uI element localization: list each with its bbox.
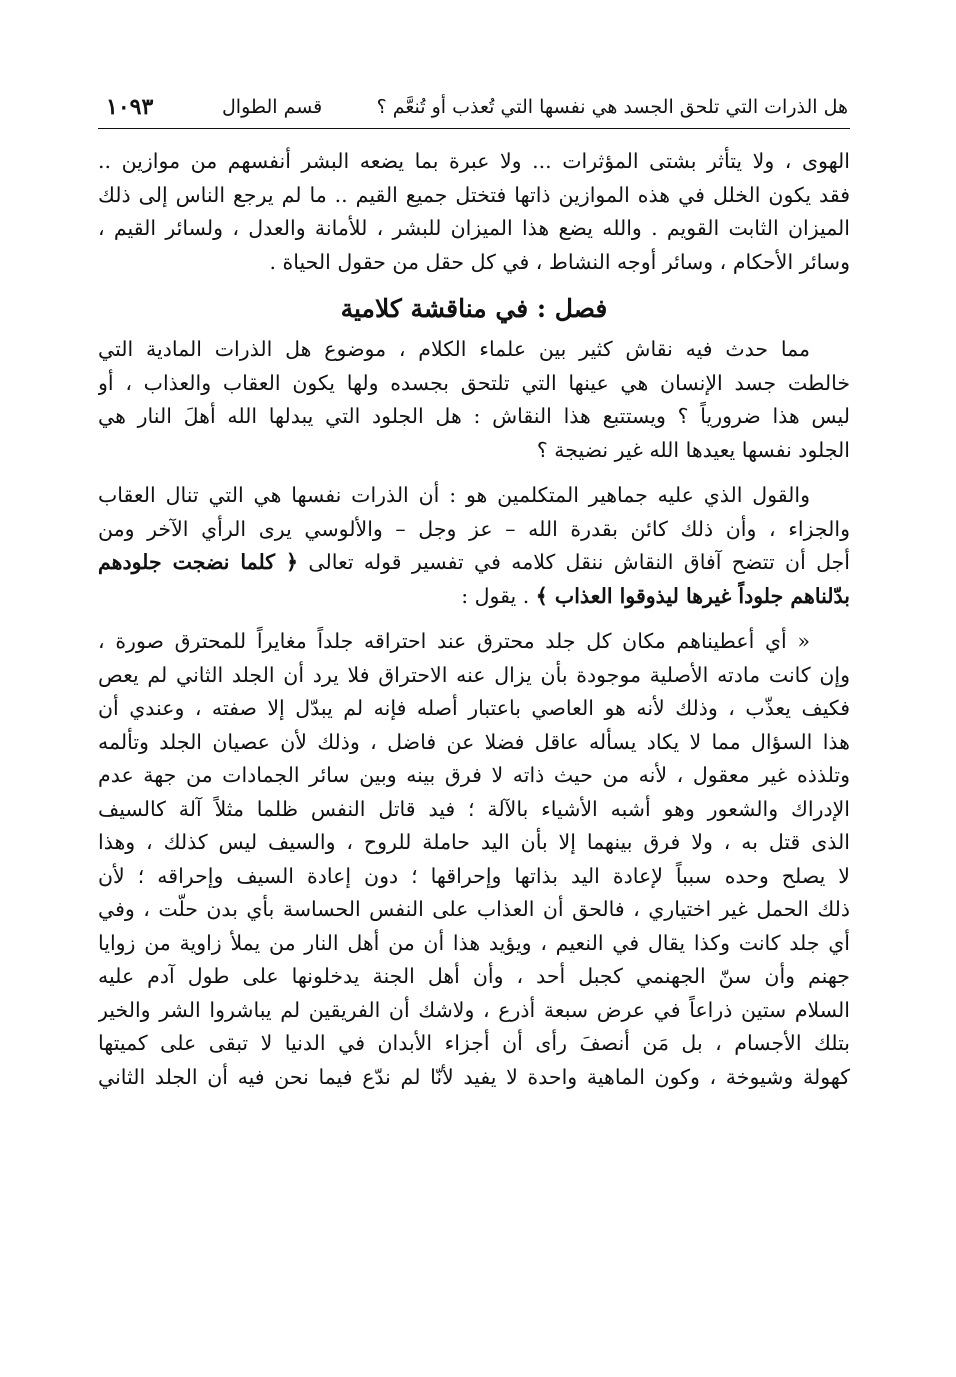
text-line: والقول الذي عليه جماهير المتكلمين هو : أن الذرات نفسها هي التي تنال العقاب (98, 483, 810, 507)
running-header (98, 88, 850, 129)
text-line: وسائر الأحكام ، وسائر أوجه النشاط ، في كل حقل من حقول الحياة . (269, 249, 850, 274)
text-line (98, 580, 850, 614)
text-line: بتلك الأجسام ، بل مَن أنصفَ رأى أن أجزاء الأبدان في الدنيا لا تبقى على كميتها (98, 1031, 850, 1055)
text-line: « أي أعطيناهم مكان كل جلد محترق عند احتراقه جلداً مغايراً للمحترق صورة ، (98, 629, 810, 653)
header-title: هل الذرات التي تلحق الجسد هي نفسها التي تُعذب أو تُنعَّم ؟ (376, 96, 848, 118)
text-line: ذلك الحمل غير اختياري ، فالحق أن العذاب على النفس الحساسة بأي بدن حلّت ، وفي (98, 897, 850, 921)
text-line: الذى قتل به ، ولا فرق بينهما إلا بأن اليد حاملة للروح ، والسيف ليس كذلك ، وهذا (98, 830, 850, 854)
paragraph-2 (98, 333, 850, 467)
paragraph-3 (98, 479, 850, 613)
paragraph-1 (98, 145, 850, 279)
text-line: فكيف يعذّب ، وذلك لأنه هو العاصي باعتبار أصله فإنه لم يبدّل إلا صفته ، وعندي أن (98, 696, 850, 720)
header-section: قسم الطوال (222, 96, 323, 118)
text-line (98, 546, 850, 580)
text-line: لا يصلح وحده سبباً لإعادة اليد بذاتها وإحراقها ؛ دون إعادة السيف وإحراقه ؛ لأن (98, 863, 850, 888)
text-line: الهوى ، ولا يتأثر بشتى المؤثرات ... ولا عبرة بما يضعه البشر أنفسهم من موازين .. (98, 149, 850, 173)
text-line: والجزاء ، وأن ذلك كائن بقدرة الله – عز وجل – والألوسي يرى الرأي الآخر ومن (98, 516, 850, 541)
line-text: أجل أن تتضح آفاق النقاش ننقل كلامه في تفسير قوله تعالى (308, 550, 850, 574)
text-line: وتلذذه غير معقول ، لأنه من حيث ذاته لا فرق بينه وبين سائر الجمادات من جهة عدم (98, 763, 850, 787)
text-line: هذا السؤال مما لا يكاد يسأله عاقل فضلا عن فاضل ، وذلك لأن عصيان الجلد وتألمه (98, 729, 850, 754)
text-line: كهولة وشيوخة ، وكون الماهية واحدة لا يفيد لأنّا لم ندّع فيما نحن فيه أن الجلد الثاني (98, 1064, 850, 1089)
section-heading: فصل : في مناقشة كلامية (340, 294, 608, 323)
page-number: ١٠٩٣ (106, 94, 154, 120)
paragraph-4-quote (98, 625, 850, 1094)
text-line: وإن كانت مادته الأصلية موجودة بأن يزال عنه الاحتراق فلا يرد أن الجلد الثاني لم يعص (98, 662, 850, 687)
text-line: أي جلد كانت وكذا يقال في النعيم ، ويؤيد هذا أن من أهل النار من يملأ زاوية من زوايا (98, 930, 850, 955)
text-line: مما حدث فيه نقاش كثير بين علماء الكلام ، موضوع هل الذرات المادية التي (98, 337, 810, 361)
text-line: الإدراك والشعور وهو أشبه الأشياء بالآلة ؛ فيد قاتل النفس ظلما مثلاً آلة كالسيف (98, 796, 850, 821)
book-page (98, 88, 850, 1094)
quran-verse: بدّلناهم جلوداً غيرها ليذوقوا العذاب ﴾ (535, 583, 850, 608)
text-line: الجلود نفسها يعيدها الله غير نضيجة ؟ (536, 437, 850, 462)
quran-verse: ﴿ كلما نضجت جلودهم (98, 550, 299, 574)
line-text: . يقول : (461, 583, 530, 608)
text-line: خالطت جسد الإنسان هي عينها التي تلتحق بجسده ولها يكون العقاب والعذاب ، أو (98, 370, 850, 395)
text-line: السلام ستين ذراعاً في عرض سبعة أذرع ، ولاشك أن الفريقين لم يباشروا الشر والخير (98, 997, 850, 1022)
text-line: فقد يكون الخلل في هذه الموازين ذاتها فتختل جميع القيم .. ما لم يرجع الناس إلى ذلك (98, 182, 850, 207)
text-line: ليس هذا ضرورياً ؟ ويستتبع هذا النقاش : هل الجلود التي يبدلها الله أهلَ النار هي (98, 404, 850, 428)
text-line: جهنم وأن سنّ الجهنمي كجبل أحد ، وأن أهل الجنة يدخلونها على طول آدم عليه (98, 964, 850, 988)
text-line: الميزان الثابت القويم . والله يضع هذا الميزان للبشر ، للأمانة والعدل ، ولسائر القيم ، (98, 216, 850, 240)
